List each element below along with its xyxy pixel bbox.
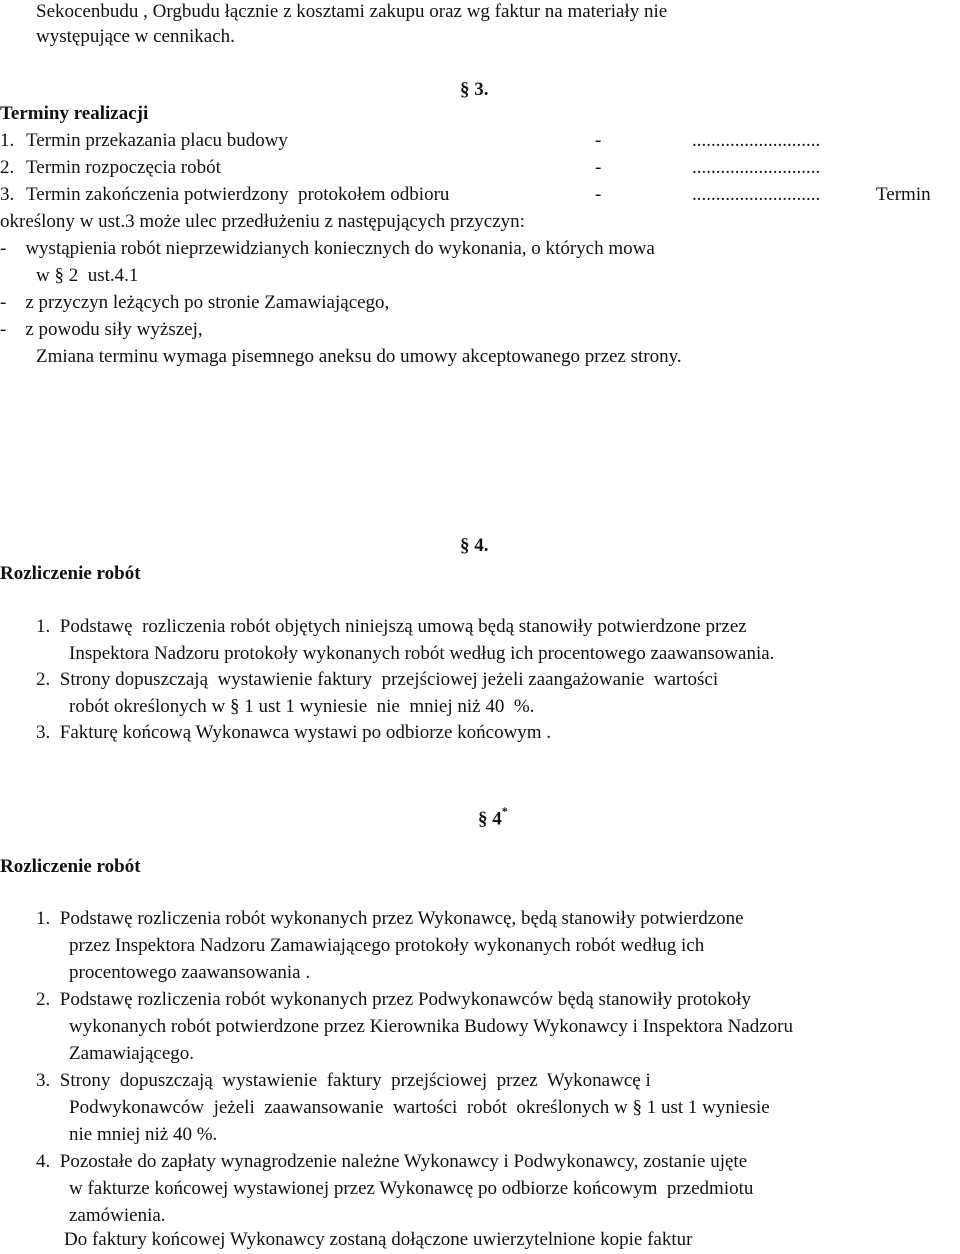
deadline-extension-text: określony w ust.3 może ulec przedłużeniu z następujących przyczyn: bbox=[0, 211, 525, 232]
section-4-heading: Rozliczenie robót bbox=[0, 563, 141, 584]
intro-line-2: występujące w cennikach. bbox=[36, 26, 235, 47]
deadline-item-value: ........................... bbox=[692, 184, 821, 205]
section-4star-heading: Rozliczenie robót bbox=[0, 856, 141, 877]
settlement-alt-paragraph-2-cont: wykonanych robót potwierdzone przez Kierownika Budowy Wykonawcy i Inspektora Nadzoru bbox=[69, 1016, 793, 1037]
extension-reason-1-cont: w § 2 ust.4.1 bbox=[36, 265, 139, 286]
deadline-trailing-text: Termin bbox=[876, 184, 931, 205]
settlement-paragraph-2: 2. Strony dopuszczają wystawienie faktury przejściowej jeżeli zaangażowanie wartości bbox=[36, 669, 719, 690]
extension-reason-1: - wystąpienia robót nieprzewidzianych koniecznych do wykonania, o których mowa bbox=[0, 238, 655, 259]
settlement-alt-paragraph-4: 4. Pozostałe do zapłaty wynagrodzenie należne Wykonawcy i Podwykonawcy, zostanie ujęte bbox=[36, 1151, 748, 1172]
final-invoice-note: Do faktury końcowej Wykonawcy zostaną dołączone uwierzytelnione kopie faktur bbox=[64, 1229, 693, 1250]
settlement-alt-paragraph-3-cont: Podwykonawców jeżeli zaawansowanie wartości robót określonych w § 1 ust 1 wyniesie bbox=[69, 1097, 770, 1118]
settlement-paragraph-1-cont: Inspektora Nadzoru protokoły wykonanych robót według ich procentowego zaawansowania. bbox=[69, 643, 775, 664]
section-4-number: § 4. bbox=[460, 535, 489, 556]
section-4star-number bbox=[478, 802, 508, 830]
settlement-alt-paragraph-1: 1. Podstawę rozliczenia robót wykonanych przez Wykonawcę, będą stanowiły potwierdzone bbox=[36, 908, 744, 929]
section-3-number: § 3. bbox=[460, 79, 489, 100]
deadline-item-label: Termin przekazania placu budowy bbox=[26, 130, 288, 151]
deadline-item-num: 3. bbox=[0, 184, 15, 205]
section-number: § 4 bbox=[478, 808, 502, 830]
deadline-item-dash: - bbox=[595, 157, 602, 178]
amendment-note: Zmiana terminu wymaga pisemnego aneksu do umowy akceptowanego przez strony. bbox=[36, 346, 682, 367]
intro-line-1: Sekocenbudu , Orgbudu łącznie z kosztami zakupu oraz wg faktur na materiały nie bbox=[36, 1, 668, 22]
section-3-heading: Terminy realizacji bbox=[0, 103, 149, 124]
footnote-star: * bbox=[501, 804, 508, 818]
settlement-alt-paragraph-4-cont: zamówienia. bbox=[69, 1205, 166, 1226]
settlement-alt-paragraph-4-cont: w fakturze końcowej wystawionej przez Wykonawcę po odbiorze końcowym przedmiotu bbox=[69, 1178, 754, 1199]
settlement-paragraph-3: 3. Fakturę końcową Wykonawca wystawi po odbiorze końcowym . bbox=[36, 722, 552, 743]
settlement-alt-paragraph-2-cont: Zamawiającego. bbox=[69, 1043, 195, 1064]
deadline-item-value: ........................... bbox=[692, 157, 821, 178]
deadline-item-label: Termin rozpoczęcia robót bbox=[26, 157, 221, 178]
settlement-alt-paragraph-3: 3. Strony dopuszczają wystawienie faktury przejściowej przez Wykonawcę i bbox=[36, 1070, 651, 1091]
deadline-item-value: ........................... bbox=[692, 130, 821, 151]
extension-reason-2: - z przyczyn leżących po stronie Zamawiającego, bbox=[0, 292, 390, 313]
extension-reason-3: - z powodu siły wyższej, bbox=[0, 319, 203, 340]
deadline-item-dash: - bbox=[595, 184, 602, 205]
settlement-alt-paragraph-2: 2. Podstawę rozliczenia robót wykonanych przez Podwykonawców będą stanowiły protokoły bbox=[36, 989, 751, 1010]
deadline-item-dash: - bbox=[595, 130, 602, 151]
deadline-item-label: Termin zakończenia potwierdzony protokołem odbioru bbox=[26, 184, 450, 205]
settlement-alt-paragraph-1-cont: procentowego zaawansowania . bbox=[69, 962, 311, 983]
deadline-item-num: 1. bbox=[0, 130, 15, 151]
settlement-paragraph-1: 1. Podstawę rozliczenia robót objętych niniejszą umową będą stanowiły potwierdzone przez bbox=[36, 616, 747, 637]
settlement-alt-paragraph-1-cont: przez Inspektora Nadzoru Zamawiającego protokoły wykonanych robót według ich bbox=[69, 935, 705, 956]
settlement-paragraph-2-cont: robót określonych w § 1 ust 1 wyniesie nie mniej niż 40 %. bbox=[69, 696, 535, 717]
settlement-alt-paragraph-3-cont: nie mniej niż 40 %. bbox=[69, 1124, 218, 1145]
deadline-item-num: 2. bbox=[0, 157, 15, 178]
